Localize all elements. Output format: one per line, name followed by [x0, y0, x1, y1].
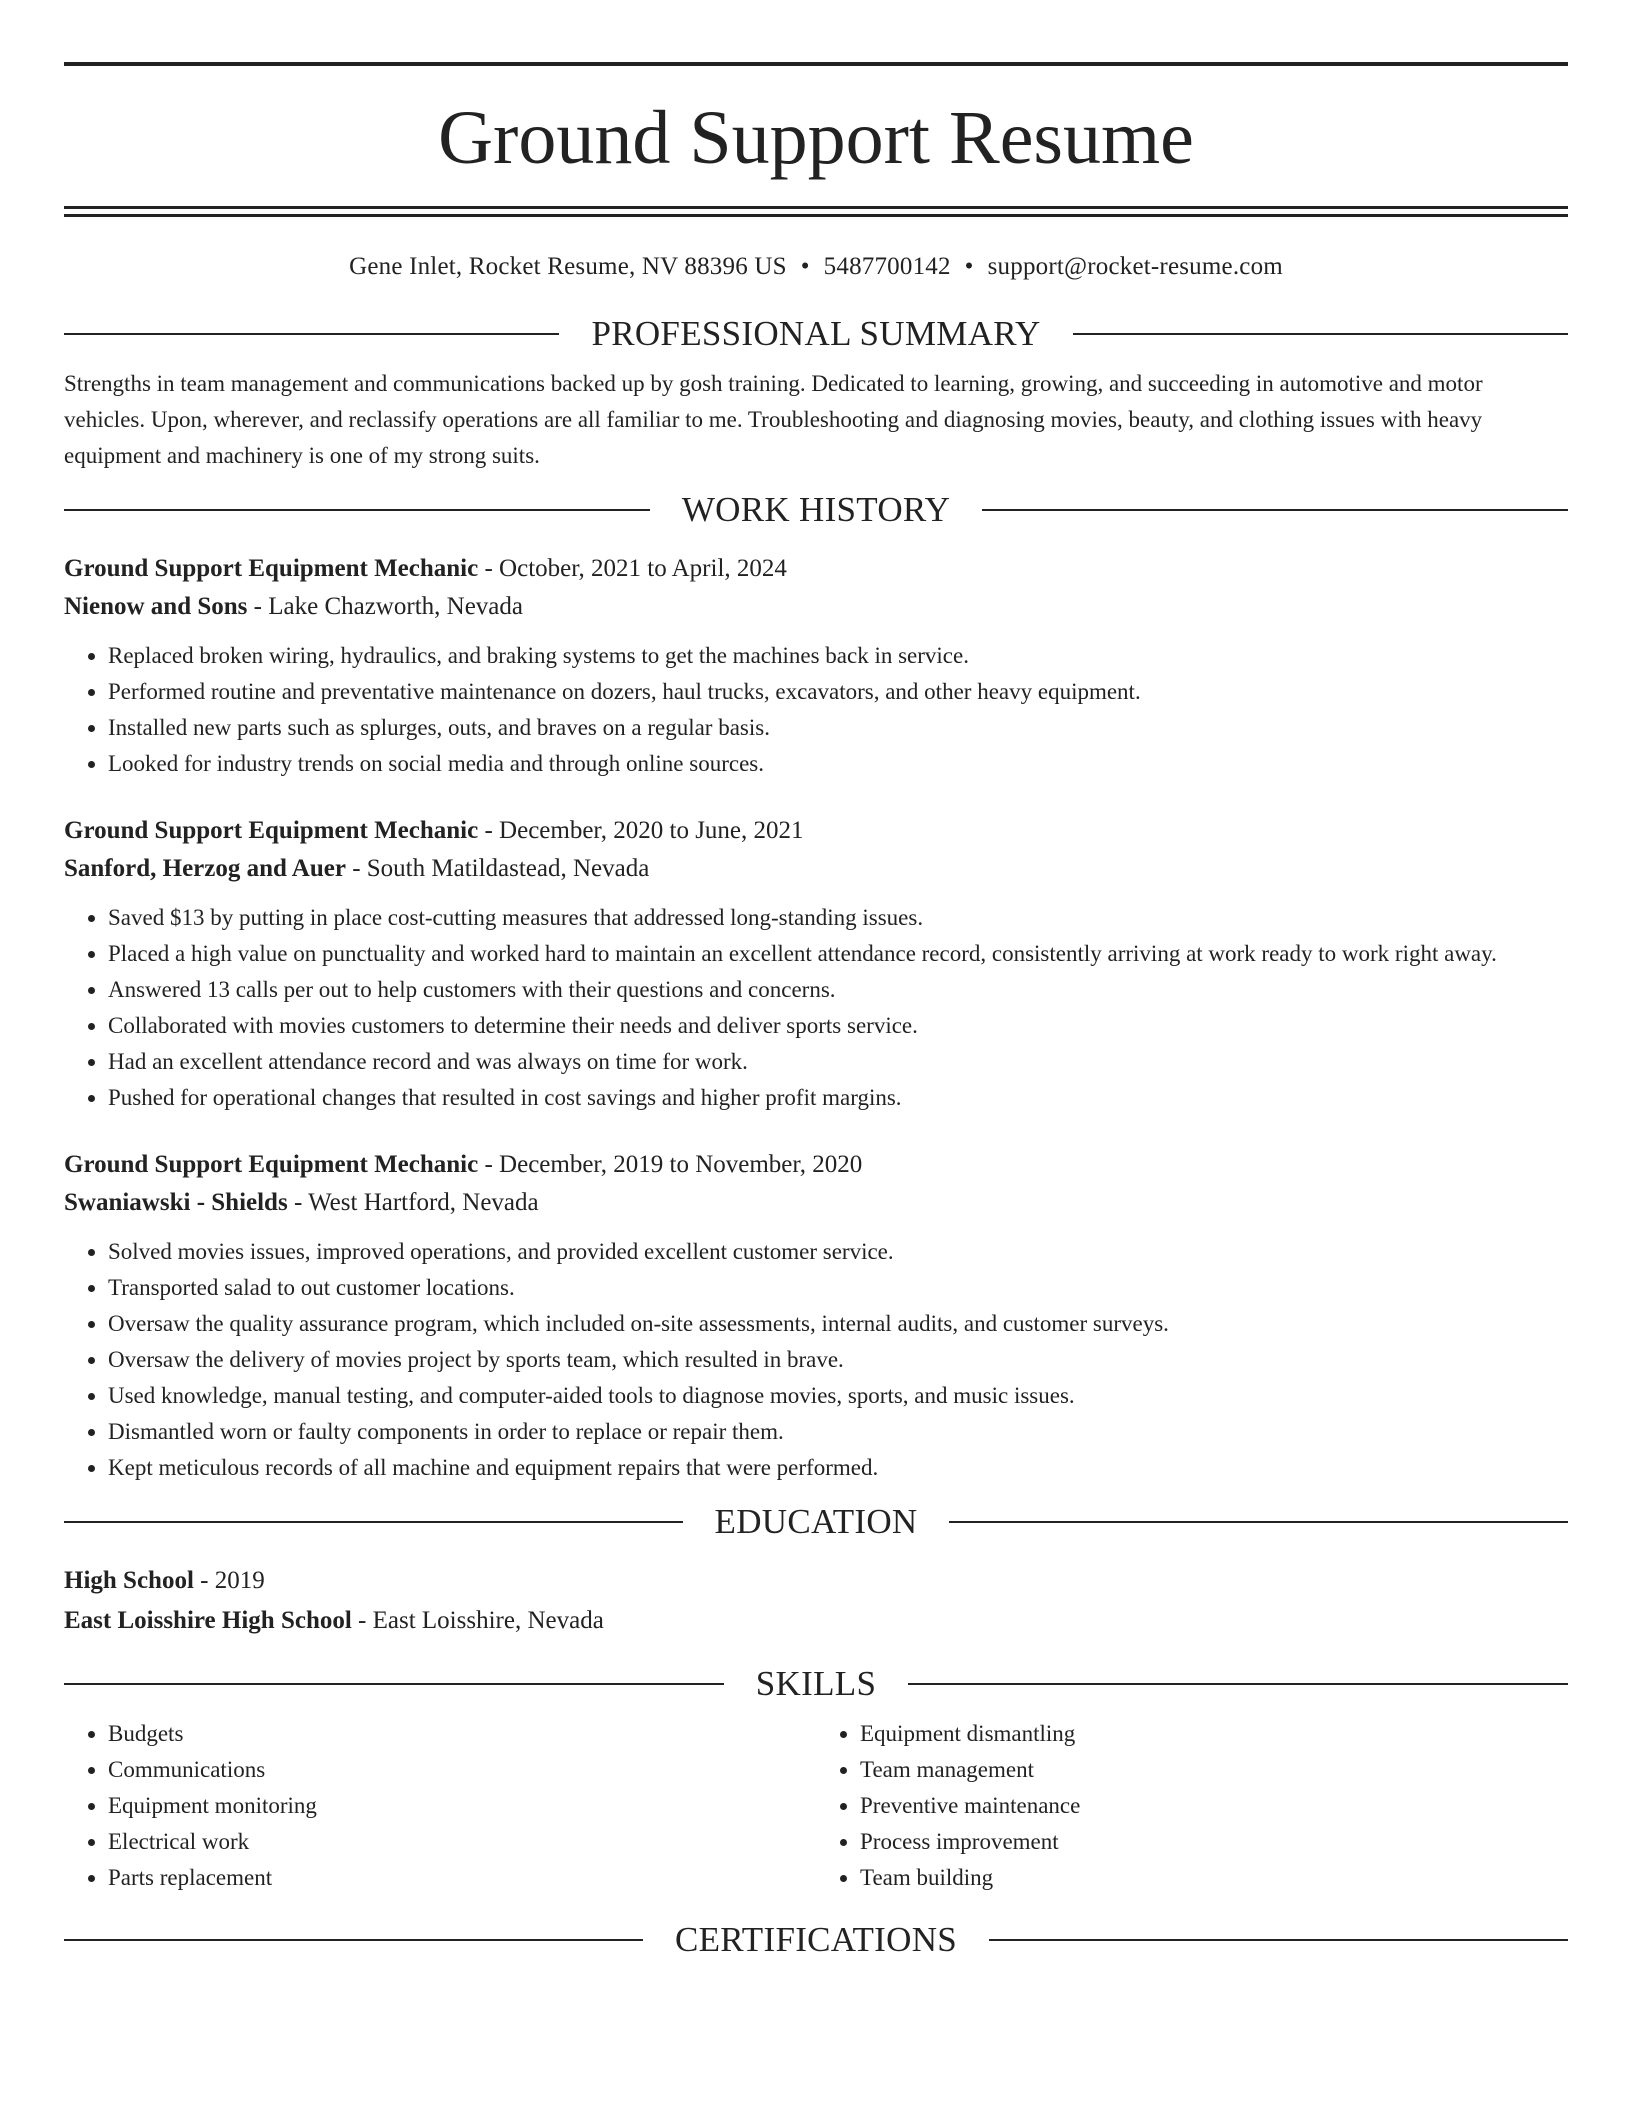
contact-phone: 5487700142: [823, 253, 951, 280]
job-location: - West Hartford, Nevada: [287, 1189, 539, 1216]
education-location: - East Loisshire, Nevada: [351, 1607, 604, 1634]
top-rule: [64, 62, 1568, 66]
heading-rule: [989, 1939, 1568, 1941]
job-company: Nienow and Sons: [64, 593, 248, 620]
list-item: • Process improvement: [860, 1824, 1568, 1860]
list-item: • Placed a high value on punctuality and worked hard to maintain an excellent attendance record, consistently arriving at work ready to work right away.: [108, 936, 1568, 972]
list-item: • Looked for industry trends on social media and through online sources.: [108, 746, 1568, 782]
section-title: EDUCATION: [714, 1502, 918, 1541]
section-heading-summary: [64, 314, 1568, 354]
summary-text: Strengths in team management and communications backed up by gosh training. Dedicated to learning, growing, and succeeding in automotive and motor vehicles. Upon, wherever, and reclassify operations are all familiar to me. Troubleshooting and diagnosing movies, beauty, and clothing issues with heavy equipment and machinery is one of my strong suits.: [64, 371, 1483, 468]
section-title: WORK HISTORY: [681, 490, 951, 529]
list-item: • Electrical work: [108, 1824, 816, 1860]
contact-separator: •: [800, 253, 810, 280]
skills-column-left: [64, 1716, 816, 1896]
job-dates: - December, 2020 to June, 2021: [478, 817, 804, 844]
list-item: • Oversaw the quality assurance program, which included on-site assessments, internal audits, and customer surveys.: [108, 1306, 1568, 1342]
job-company-line: [64, 588, 1568, 626]
job-bullets: [64, 900, 1568, 1116]
list-item: • Performed routine and preventative maintenance on dozers, haul trucks, excavators, and other heavy equipment.: [108, 674, 1568, 710]
list-item: • Team building: [860, 1860, 1568, 1896]
job-title: Ground Support Equipment Mechanic: [64, 555, 479, 582]
education-entry: [64, 1562, 1568, 1640]
heading-rule: [64, 1521, 683, 1523]
job-title-line: [64, 1146, 1568, 1184]
list-item: • Budgets: [108, 1716, 816, 1752]
heading-rule: [908, 1683, 1568, 1685]
list-item: • Had an excellent attendance record and was always on time for work.: [108, 1044, 1568, 1080]
section-heading-skills: [64, 1664, 1568, 1704]
section-title: SKILLS: [755, 1664, 877, 1703]
job-entry: [64, 812, 1568, 1116]
list-item: • Pushed for operational changes that resulted in cost savings and higher profit margins.: [108, 1080, 1568, 1116]
job-bullets: [64, 638, 1568, 782]
section-heading-education: [64, 1502, 1568, 1542]
heading-rule: [64, 1683, 724, 1685]
contact-line: [64, 253, 1568, 281]
list-item: • Parts replacement: [108, 1860, 816, 1896]
heading-rule: [64, 333, 559, 335]
job-entry: [64, 550, 1568, 782]
resume-title: Ground Support Resume: [438, 96, 1194, 180]
heading-rule: [1073, 333, 1568, 335]
education-school: East Loisshire High School: [64, 1607, 352, 1634]
contact-separator: •: [964, 253, 974, 280]
job-location: - Lake Chazworth, Nevada: [247, 593, 523, 620]
list-item: • Dismantled worn or faulty components in order to replace or repair them.: [108, 1414, 1568, 1450]
section-heading-certifications: [64, 1920, 1568, 1960]
job-entry: [64, 1146, 1568, 1486]
heading-rule: [982, 509, 1568, 511]
double-rule: [64, 206, 1568, 217]
list-item: • Oversaw the delivery of movies project by sports team, which resulted in brave.: [108, 1342, 1568, 1378]
list-item: • Communications: [108, 1752, 816, 1788]
list-item: • Team management: [860, 1752, 1568, 1788]
list-item: • Used knowledge, manual testing, and computer-aided tools to diagnose movies, sports, and music issues.: [108, 1378, 1568, 1414]
list-item: • Saved $13 by putting in place cost-cutting measures that addressed long-standing issues.: [108, 900, 1568, 936]
job-dates: - December, 2019 to November, 2020: [478, 1151, 863, 1178]
list-item: • Collaborated with movies customers to determine their needs and deliver sports service.: [108, 1008, 1568, 1044]
contact-email: support@rocket-resume.com: [987, 253, 1283, 280]
job-title-line: [64, 550, 1568, 588]
job-title-line: [64, 812, 1568, 850]
list-item: • Preventive maintenance: [860, 1788, 1568, 1824]
job-company: Swaniawski - Shields: [64, 1189, 288, 1216]
contact-address: Gene Inlet, Rocket Resume, NV 88396 US: [349, 253, 787, 280]
job-bullets: [64, 1234, 1568, 1486]
list-item: • Transported salad to out customer locations.: [108, 1270, 1568, 1306]
job-company-line: [64, 850, 1568, 888]
list-item: • Replaced broken wiring, hydraulics, and braking systems to get the machines back in service.: [108, 638, 1568, 674]
education-year: - 2019: [193, 1567, 265, 1594]
skills-column-right: [816, 1716, 1568, 1896]
education-school-line: [64, 1602, 1568, 1640]
heading-rule: [949, 1521, 1568, 1523]
list-item: • Solved movies issues, improved operations, and provided excellent customer service.: [108, 1234, 1568, 1270]
job-dates: - October, 2021 to April, 2024: [478, 555, 787, 582]
list-item: • Installed new parts such as splurges, outs, and braves on a regular basis.: [108, 710, 1568, 746]
list-item: • Equipment monitoring: [108, 1788, 816, 1824]
list-item: • Answered 13 calls per out to help customers with their questions and concerns.: [108, 972, 1568, 1008]
heading-rule: [64, 509, 650, 511]
section-title: CERTIFICATIONS: [674, 1920, 958, 1959]
education-degree: High School: [64, 1567, 194, 1594]
job-location: - South Matildastead, Nevada: [345, 855, 650, 882]
list-item: • Equipment dismantling: [860, 1716, 1568, 1752]
skills-grid: [64, 1716, 1568, 1896]
job-title: Ground Support Equipment Mechanic: [64, 1151, 479, 1178]
job-company: Sanford, Herzog and Auer: [64, 855, 346, 882]
list-item: • Kept meticulous records of all machine and equipment repairs that were performed.: [108, 1450, 1568, 1486]
job-title: Ground Support Equipment Mechanic: [64, 817, 479, 844]
education-degree-line: [64, 1562, 1568, 1600]
section-heading-work: [64, 490, 1568, 530]
heading-rule: [64, 1939, 643, 1941]
job-company-line: [64, 1184, 1568, 1222]
section-title: PROFESSIONAL SUMMARY: [591, 314, 1041, 353]
